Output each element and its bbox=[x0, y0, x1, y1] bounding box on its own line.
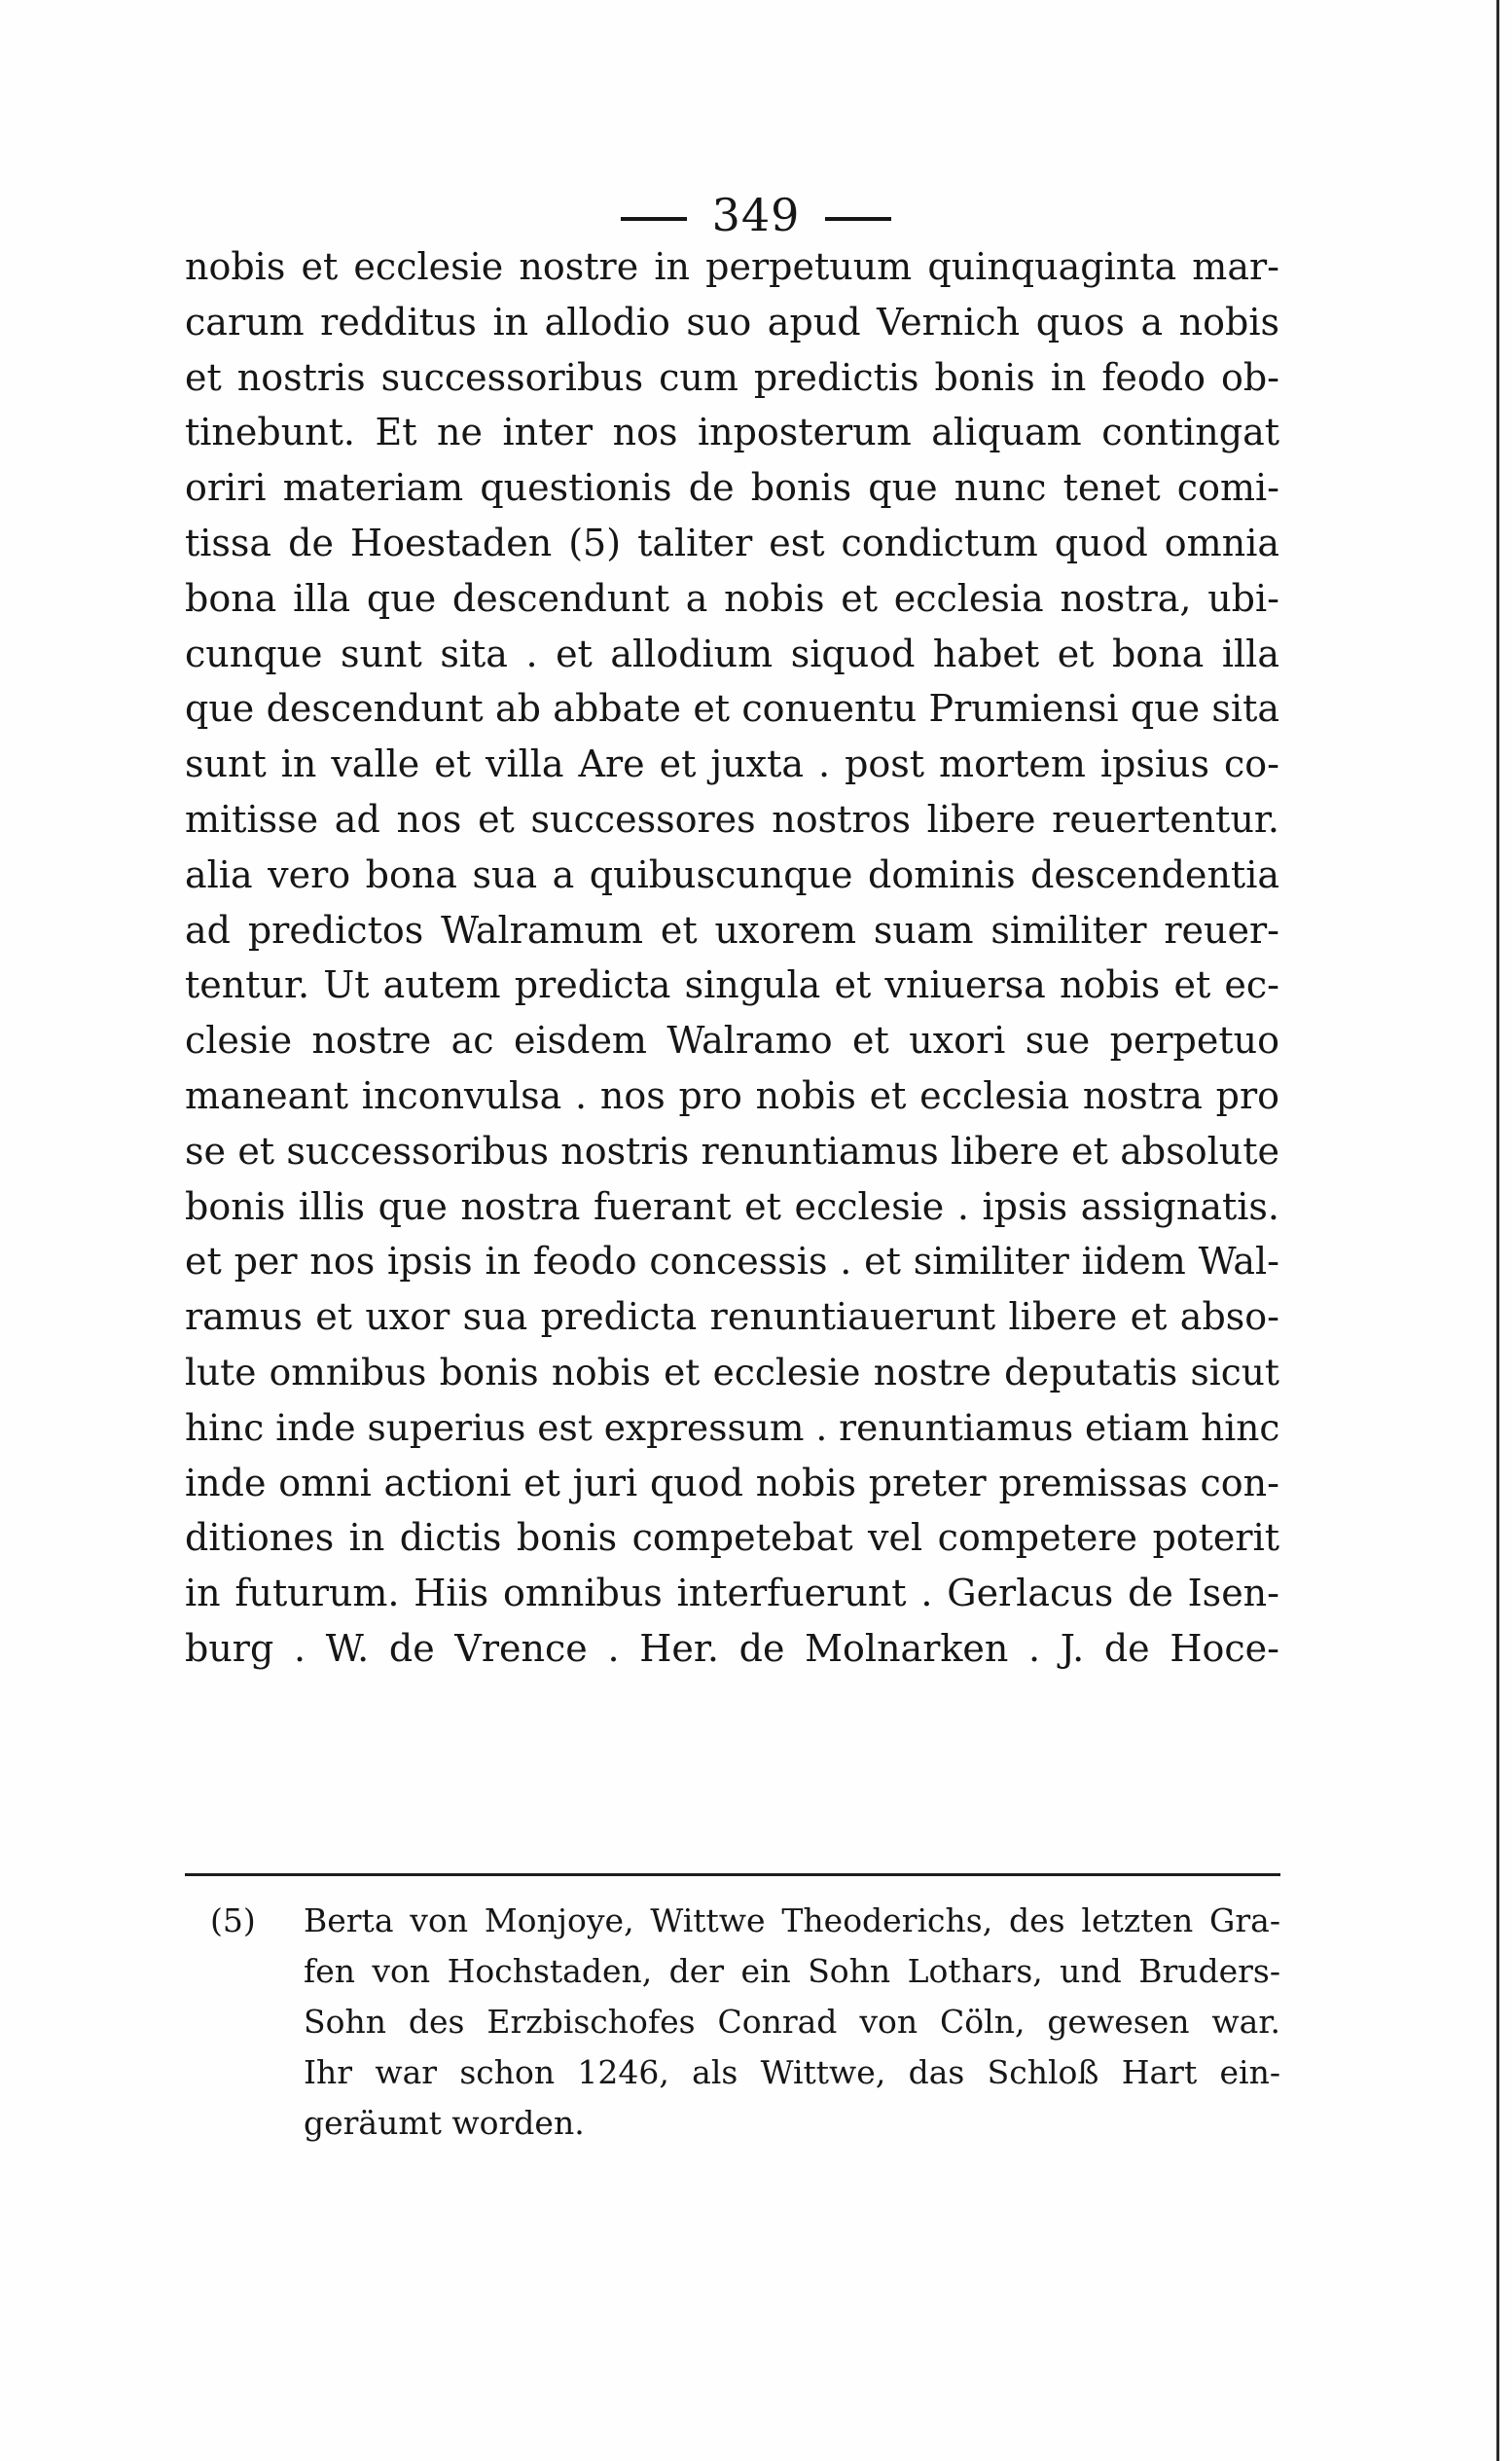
footnote-separator-rule bbox=[185, 1873, 1280, 1876]
body-line: hinc inde superius est expressum . renuntiamus etiam hinc bbox=[185, 1405, 1280, 1449]
header-dash-right bbox=[825, 217, 891, 221]
body-line: carum redditus in allodio suo apud Vernich quos a nobis bbox=[185, 300, 1279, 344]
body-line: et nostris successoribus cum predictis bonis in feodo ob- bbox=[185, 355, 1279, 399]
body-line: ad predictos Walramum et uxorem suam similiter reuer- bbox=[185, 908, 1279, 952]
footnote-line: Ihr war schon 1246, als Wittwe, das Schloß Hart ein- bbox=[304, 2053, 1280, 2091]
body-line: cunque sunt sita . et allodium siquod habet et bona illa bbox=[185, 632, 1279, 675]
body-line: ramus et uxor sua predicta renuntiauerunt libere et abso- bbox=[185, 1295, 1279, 1339]
body-line: oriri materiam questionis de bonis que nunc tenet comi- bbox=[185, 466, 1279, 510]
footnote-marker: (5) bbox=[210, 1901, 256, 1939]
body-line: bona illa que descendunt a nobis et ecclesia nostra, ubi- bbox=[185, 576, 1279, 620]
body-line: se et successoribus nostris renuntiamus libere et absolute bbox=[185, 1129, 1279, 1173]
footnote bbox=[210, 1896, 1280, 2149]
body-line: nobis et ecclesie nostre in perpetuum quinquaginta mar- bbox=[185, 245, 1279, 288]
body-line: bonis illis que nostra fuerant et ecclesie . ipsis assignatis. bbox=[185, 1184, 1279, 1228]
header-dash-left bbox=[621, 217, 687, 221]
body-text bbox=[185, 239, 1279, 1677]
page-edge-line bbox=[1496, 0, 1499, 2461]
body-line: et per nos ipsis in feodo concessis . et similiter iidem Wal- bbox=[185, 1240, 1279, 1284]
footnote-line: Berta von Monjoye, Wittwe Theoderichs, des letzten Gra- bbox=[304, 1901, 1280, 1939]
body-line: tinebunt. Et ne inter nos inposterum aliquam contingat bbox=[185, 411, 1279, 454]
body-line: tentur. Ut autem predicta singula et vniuersa nobis et ec- bbox=[185, 963, 1279, 1007]
body-line: clesie nostre ac eisdem Walramo et uxori sue perpetuo bbox=[185, 1019, 1279, 1063]
body-line: in futurum. Hiis omnibus interfuerunt . Gerlacus de Isen- bbox=[185, 1572, 1279, 1615]
body-line: sunt in valle et villa Are et juxta . post mortem ipsius co- bbox=[185, 742, 1279, 786]
body-line: mitisse ad nos et successores nostros libere reuertentur. bbox=[185, 797, 1279, 841]
footnote-first-line bbox=[210, 1896, 1280, 1946]
body-line: inde omni actioni et juri quod nobis preter premissas con- bbox=[185, 1461, 1279, 1504]
body-line: burg . W. de Vrence . Her. de Molnarken . J. de Hoce- bbox=[185, 1626, 1279, 1670]
footnote-line: fen von Hochstaden, der ein Sohn Lothars, und Bruders- bbox=[304, 1952, 1280, 1990]
body-line: ditiones in dictis bonis competebat vel competere poterit bbox=[185, 1516, 1279, 1560]
footnote-line: geräumt worden. bbox=[304, 2104, 585, 2142]
body-line: lute omnibus bonis nobis et ecclesie nostre deputatis sicut bbox=[185, 1350, 1279, 1393]
body-line: tissa de Hoestaden (5) taliter est condictum quod omnia bbox=[185, 521, 1279, 564]
page-number: 349 bbox=[711, 189, 801, 241]
body-line: que descendunt ab abbate et conuentu Prumiensi que sita bbox=[185, 687, 1279, 731]
body-line: maneant inconvulsa . nos pro nobis et ecclesia nostra pro bbox=[185, 1073, 1279, 1117]
body-line: alia vero bona sua a quibuscunque dominis descendentia bbox=[185, 852, 1279, 896]
footnote-line: Sohn des Erzbischofes Conrad von Cöln, gewesen war. bbox=[304, 2003, 1280, 2041]
